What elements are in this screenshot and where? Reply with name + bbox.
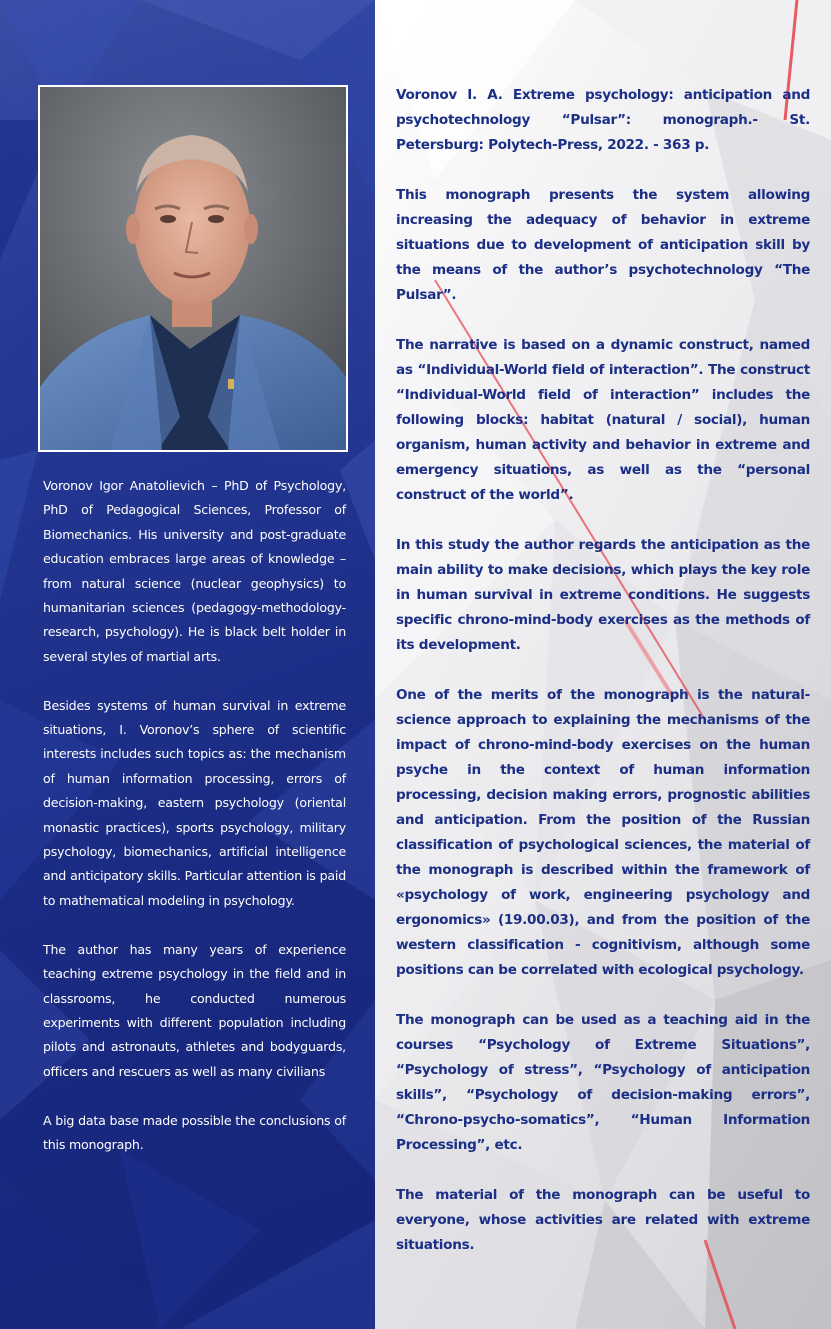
annotation-paragraph: One of the merits of the monograph is the natural-science approach to explaining the mechanisms of the impact of chrono-mind-body exercises on the human psyche in the context of human information processing, decision making errors, prognostic abilities and anticipation. From the position of the Russian classification of psychological sciences, the material of the monograph is described within the framework of «psychology of work, engineering psychology and ergonomics» (19.00.03), and from the position of the western classification - cognitivism, although some positions can be correlated with ecological psychology. — [396, 687, 810, 978]
author-biography — [43, 474, 346, 1182]
biography-paragraph: Besides systems of human survival in extreme situations, I. Voronov’s sphere of scientific interests includes such topics as: the mechanism of human information processing, errors of decision-making, eastern psychology (oriental monastic practices), sports psychology, military psychology, biomechanics, artificial intelligence and anticipatory skills. Particular attention is paid to mathematical modeling in psychology. — [43, 697, 346, 908]
annotation-paragraph: The material of the monograph can be useful to everyone, whose activities are related with extreme situations. — [396, 1187, 810, 1253]
book-annotation — [396, 83, 810, 1283]
biography-paragraph: Voronov Igor Anatolievich – PhD of Psychology, PhD of Pedagogical Sciences, Professor of Biomechanics. His university and post-graduate education embraces large areas of knowledge – from natural science (nuclear geophysics) to humanitarian sciences (pedagogy-methodology-research, psychology). He is black belt holder in several styles of martial arts. — [43, 478, 346, 664]
author-portrait-illustration — [40, 87, 346, 450]
annotation-paragraph: This monograph presents the system allowing increasing the adequacy of behavior in extreme situations due to development of anticipation skill by the means of the author’s psychotechnology “The Pulsar”. — [396, 187, 810, 303]
left-panel-background — [0, 0, 375, 1329]
author-photo — [38, 85, 348, 452]
bibliographic-reference: Voronov I. A. Extreme psychology: anticipation and psychotechnology “Pulsar”: monograph.- St. Petersburg: Polytech-Press, 2022. - 363 p. — [396, 87, 810, 153]
annotation-paragraph: The monograph can be used as a teaching aid in the courses “Psychology of Extreme Situations”, “Psychology of stress”, “Psychology of anticipation skills”, “Psychology of decision-making errors”, “Chrono-psycho-somatics”, “Human Information Processing”, etc. — [396, 1012, 810, 1153]
annotation-paragraph: In this study the author regards the anticipation as the main ability to make decisions, which plays the key role in human survival in extreme conditions. He suggests specific chrono-mind-body exercises as the methods of its development. — [396, 537, 810, 653]
annotation-paragraph: The narrative is based on a dynamic construct, named as “Individual-World field of interaction”. The construct “Individual-World field of interaction” includes the following blocks: habitat (natural / social), human organism, human activity and behavior in extreme and emergency situations, as well as the “personal construct of the world”. — [396, 337, 810, 503]
biography-paragraph: A big data base made possible the conclusions of this monograph. — [43, 1112, 346, 1152]
biography-paragraph: The author has many years of experience teaching extreme psychology in the field and in classrooms, he conducted numerous experiments with different population including pilots and astronauts, athletes and bodyguards, officers and rescuers as well as many civilians — [43, 941, 346, 1079]
